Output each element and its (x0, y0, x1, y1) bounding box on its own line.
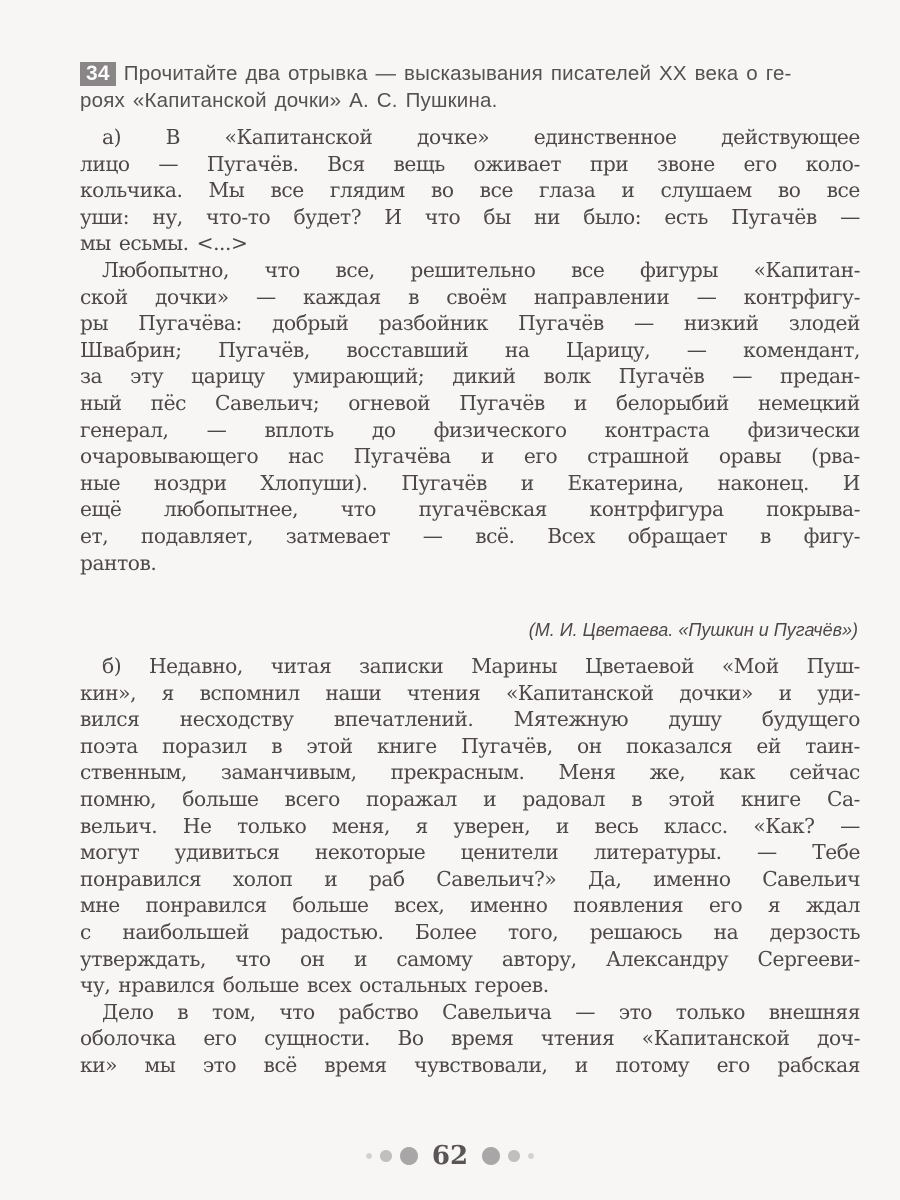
decor-dot-icon (508, 1150, 520, 1162)
text-line: ственным, заманчивым, прекрасным. Меня же, как сейчас (80, 760, 860, 785)
text-line: кольчика. Мы все глядим во все глаза и слушаем во все (80, 178, 860, 203)
text-line: генерал, — вплоть до физического контраста физически (80, 417, 860, 442)
decor-dot-icon (482, 1147, 500, 1165)
task-line-1: 34 Прочитайте два отрывка — высказывания писателей XX века о ге- (80, 60, 860, 87)
text-line: чу, нравился больше всех остальных героев. (80, 973, 549, 998)
text-line: помню, больше всего поражал и радовал в этой книге Са- (80, 786, 860, 811)
decor-dot-icon (380, 1150, 392, 1162)
task-prompt (80, 60, 860, 114)
task-number-badge: 34 (80, 62, 116, 86)
text-line: Любопытно, что все, решительно все фигуры «Капитан- (102, 257, 860, 282)
text-line: вился несходству впечатлений. Мятежную душу будущего (80, 707, 860, 732)
text-line: с наибольшей радостью. Более того, решаюсь на дерзость (80, 919, 860, 944)
page-footer (0, 1138, 900, 1174)
text-line: вельич. Не только меня, я уверен, и весь класс. «Как? — (80, 813, 860, 838)
text-line: могут удивиться некоторые ценители литературы. — Тебе (80, 840, 860, 865)
excerpt-b (80, 653, 860, 1079)
text-line: Швабрин; Пугачёв, восставший на Царицу, — комендант, (80, 337, 860, 362)
text-line: ки» мы это всё время чувствовали, и потому его рабская (80, 1052, 860, 1077)
citation-a: (М. И. Цветаева. «Пушкин и Пугачёв») (528, 620, 858, 640)
text-line: рантов. (80, 550, 157, 575)
text-line: ской дочки» — каждая в своём направлении — контрфигу- (80, 284, 860, 309)
text-line: кин», я вспомнил наши чтения «Капитанской дочки» и уди- (80, 680, 860, 705)
text-line: ные ноздри Хлопуши). Пугачёв и Екатерина, наконец. И (80, 470, 860, 495)
decor-dot-icon (366, 1153, 372, 1159)
text-line: ет, подавляет, затмевает — всё. Всех обращает в фигу- (80, 523, 860, 548)
text-line: Дело в том, что рабство Савельича — это только внешняя (102, 999, 860, 1024)
text-line: лицо — Пугачёв. Вся вещь оживает при звоне его коло- (80, 151, 860, 176)
text-line: мне понравился больше всех, именно появления его я ждал (80, 893, 860, 918)
text-line: очаровывающего нас Пугачёва и его страшной оравы (рва- (80, 444, 860, 469)
text-line: поэта поразил в этой книге Пугачёв, он показался ей таин- (80, 733, 860, 758)
decor-dot-icon (528, 1153, 534, 1159)
task-line-2: роях «Капитанской дочки» А. С. Пушкина. (80, 89, 498, 112)
text-line: а) В «Капитанской дочке» единственное действующее (102, 125, 860, 149)
text-line: понравился холоп и раб Савельич?» Да, именно Савельич (80, 866, 860, 891)
text-line: за эту царицу умирающий; дикий волк Пугачёв — предан- (80, 364, 860, 389)
text-line: мы есьмы. <...> (80, 231, 248, 256)
text-line: ры Пугачёва: добрый разбойник Пугачёв — низкий злодей (80, 311, 860, 336)
text-line: ный пёс Савельич; огневой Пугачёв и белорыбий немецкий (80, 390, 860, 415)
text-line: утверждать, что он и самому автору, Александру Сергееви- (80, 946, 860, 971)
text-line: б) Недавно, читая записки Марины Цветаевой «Мой Пуш- (102, 654, 860, 678)
text-line: оболочка его сущности. Во время чтения «Капитанской доч- (80, 1026, 860, 1051)
decor-dot-icon (400, 1147, 418, 1165)
page-number: 62 (431, 1141, 469, 1171)
text-line: уши: ну, что-то будет? И что бы ни было: есть Пугачёв — (80, 204, 860, 229)
excerpt-a (80, 124, 860, 576)
text-line: ещё любопытнее, что пугачёвская контрфигура покрыва- (80, 497, 860, 522)
